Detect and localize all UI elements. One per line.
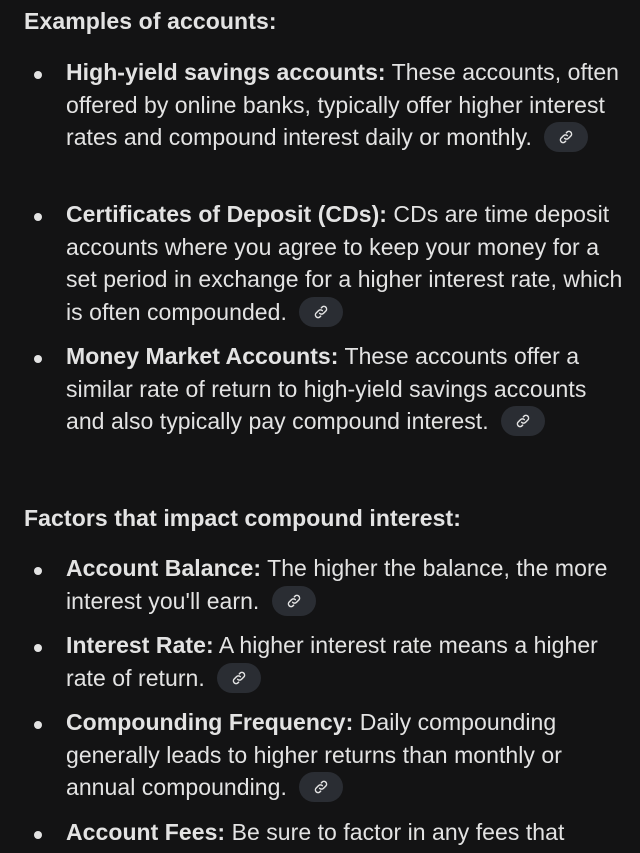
- list-item-text: [66, 552, 626, 618]
- section-heading-examples: Examples of accounts:: [24, 8, 277, 34]
- list-item-body: The higher the balance, the more interest you'll earn.: [66, 555, 608, 614]
- link-icon: [515, 413, 531, 429]
- source-link-button[interactable]: [217, 663, 261, 693]
- list-item-title: High-yield savings accounts:: [66, 59, 386, 85]
- list-item-body: Daily compounding generally leads to higher returns than monthly or annual compounding.: [66, 709, 562, 801]
- source-link-button[interactable]: [299, 772, 343, 802]
- list-item-title: Certificates of Deposit (CDs):: [66, 201, 387, 227]
- section-heading-factors: Factors that impact compound interest:: [24, 505, 462, 531]
- list-item-body: A higher interest rate means a higher rate of return.: [66, 632, 598, 691]
- list-item-text: [66, 706, 626, 804]
- source-link-button[interactable]: [272, 586, 316, 616]
- list-item-text: [66, 198, 626, 329]
- link-icon: [286, 593, 302, 609]
- link-icon: [558, 129, 574, 145]
- list-item-title: Interest Rate:: [66, 632, 214, 658]
- list-item-title: Account Fees:: [66, 819, 226, 845]
- list-item-text: [66, 56, 626, 154]
- source-link-button[interactable]: [501, 406, 545, 436]
- link-icon: [313, 304, 329, 320]
- link-icon: [313, 779, 329, 795]
- bullet-dot: [34, 644, 42, 652]
- bullet-dot: [34, 213, 42, 221]
- bullet-dot: [34, 567, 42, 575]
- list-item-text: [66, 816, 626, 849]
- list-item-title: Money Market Accounts:: [66, 343, 339, 369]
- bullet-dot: [34, 355, 42, 363]
- list-item-text: [66, 340, 626, 438]
- list-item-body: These accounts, often offered by online banks, typically offer higher interest rates and compound interest daily or monthly.: [66, 59, 620, 151]
- link-icon: [231, 670, 247, 686]
- list-item-body: CDs are time deposit accounts where you agree to keep your money for a set period in exchange for a higher interest rate, which is often compounded.: [66, 201, 623, 326]
- bullet-dot: [34, 831, 42, 839]
- list-item-text: [66, 629, 626, 695]
- source-link-button[interactable]: [299, 297, 343, 327]
- list-item-body: Be sure to factor in any fees that: [225, 819, 565, 845]
- list-item-title: Account Balance:: [66, 555, 262, 581]
- list-item-body: These accounts offer a similar rate of return to high-yield savings accounts and also typically pay compound interest.: [66, 343, 587, 435]
- source-link-button[interactable]: [544, 122, 588, 152]
- bullet-dot: [34, 71, 42, 79]
- bullet-dot: [34, 721, 42, 729]
- list-item-title: Compounding Frequency:: [66, 709, 354, 735]
